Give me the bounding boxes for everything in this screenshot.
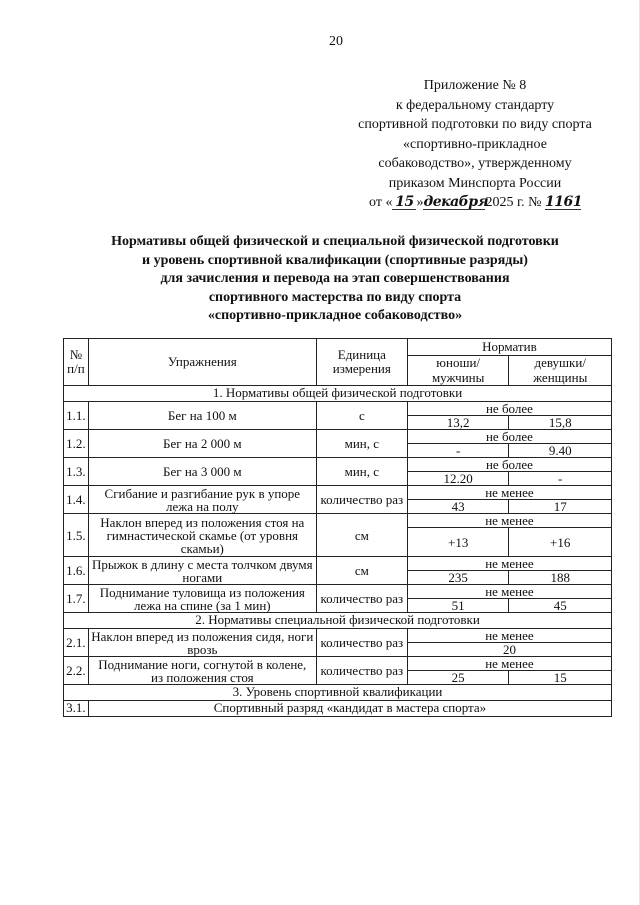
row-relation: не более [407, 402, 611, 416]
row-num: 1.7. [64, 585, 89, 613]
section-title: 2. Нормативы специальной физической подготовки [64, 613, 612, 629]
section-row [64, 613, 612, 629]
table-row [64, 514, 612, 528]
value-women: 45 [509, 599, 612, 613]
value-women: 17 [509, 500, 612, 514]
annex-line: спортивной подготовки по виду спорта [358, 117, 592, 132]
table-row [64, 458, 612, 472]
section-title: 3. Уровень спортивной квалификации [64, 685, 612, 701]
annex-line: «спортивно-прикладное [403, 136, 547, 152]
value-men: 51 [407, 599, 509, 613]
row-exercise: Наклон вперед из положения стоя на гимнастической скамье (от уровня скамьи) [88, 514, 316, 557]
annex-line: Приложение № 8 [423, 78, 527, 93]
row-unit: мин, с [316, 430, 407, 458]
row-exercise: Поднимание ноги, согнутой в колене, из положения стоя [88, 657, 316, 685]
value-men: 12.20 [407, 472, 509, 486]
table-row [64, 402, 612, 416]
row-exercise: Сгибание и разгибание рук в упоре лежа на полу [88, 486, 316, 514]
row-exercise: Бег на 3 000 м [88, 458, 316, 486]
page-number: 20 [329, 34, 343, 49]
section-row [64, 685, 612, 701]
row-relation: не менее [407, 514, 611, 528]
table-row [64, 557, 612, 571]
row-exercise: Прыжок в длину с места толчком двумя ногами [88, 557, 316, 585]
table-row [64, 430, 612, 444]
row-exercise: Наклон вперед из положения сидя, ноги врозь [88, 629, 316, 657]
row-relation: не менее [407, 557, 611, 571]
header-norm: Норматив [407, 339, 611, 356]
annex-line: приказом Минспорта России [388, 175, 562, 191]
row-num: 1.5. [64, 514, 89, 557]
value-women: +16 [509, 528, 612, 557]
title-line: «спортивно-прикладное собаководство» [207, 308, 463, 323]
value-women: - [509, 472, 612, 486]
title-line: для зачисления и перевода на этап совершенствования [160, 271, 510, 286]
row-unit: см [316, 557, 407, 585]
row-num: 1.3. [64, 458, 89, 486]
row-relation: не менее [407, 585, 611, 599]
value-women: 9.40 [509, 444, 612, 458]
row-exercise: Бег на 100 м [88, 402, 316, 430]
handwritten-month: декабря [423, 194, 489, 210]
table-row [64, 585, 612, 599]
row-num: 1.6. [64, 557, 89, 585]
row-unit: см [316, 514, 407, 557]
table-row [64, 657, 612, 671]
value-men: 43 [407, 500, 509, 514]
header-exercise: Упражнения [88, 339, 316, 386]
document-title [60, 233, 610, 326]
title-line: и уровень спортивной квалификации (спортивные разряды) [142, 252, 528, 268]
value-men: 13,2 [407, 416, 509, 430]
row-exercise: Спортивный разряд «кандидат в мастера спорта» [88, 701, 611, 717]
row-relation: не более [407, 458, 611, 472]
order-date-line [340, 193, 610, 213]
title-line: спортивного мастерства по виду спорта [208, 289, 462, 305]
value-men: - [407, 444, 509, 458]
row-exercise: Поднимание туловища из положения лежа на спине (за 1 мин) [88, 585, 316, 613]
row-num: 2.2. [64, 657, 89, 685]
value-women: 15,8 [509, 416, 612, 430]
row-unit: количество раз [316, 486, 407, 514]
norms-table [63, 338, 612, 717]
value-men: 25 [407, 671, 509, 685]
row-unit: с [316, 402, 407, 430]
handwritten-order-number: 1161 [544, 194, 582, 210]
header-men: юноши/ мужчины [407, 356, 509, 386]
table-row [64, 629, 612, 643]
date-prefix: от « [369, 195, 393, 210]
row-exercise: Бег на 2 000 м [88, 430, 316, 458]
value-men: 235 [407, 571, 509, 585]
header-women: девушки/ женщины [509, 356, 612, 386]
row-unit: количество раз [316, 657, 407, 685]
annex-line: к федеральному стандарту [395, 97, 555, 113]
section-title: 1. Нормативы общей физической подготовки [64, 386, 612, 402]
row-num: 1.1. [64, 402, 89, 430]
row-unit: количество раз [316, 585, 407, 613]
value-men: +13 [407, 528, 509, 557]
row-relation: не менее [407, 629, 611, 643]
row-relation: не менее [407, 657, 611, 671]
handwritten-day: 15 [392, 195, 416, 210]
annex-line: собаководство», утвержденному [378, 156, 572, 171]
table-row [64, 486, 612, 500]
header-num: № п/п [64, 339, 89, 386]
date-year: 2025 г. № [485, 195, 542, 210]
date-mid: » [416, 195, 424, 210]
header-unit: Единица измерения [316, 339, 407, 386]
table-header-row [64, 339, 612, 356]
row-relation: не менее [407, 486, 611, 500]
row-num: 2.1. [64, 629, 89, 657]
annex-header [340, 76, 610, 213]
value-both: 20 [407, 643, 611, 657]
title-line: Нормативы общей физической и специальной физической подготовки [111, 234, 559, 249]
row-relation: не более [407, 430, 611, 444]
row-unit: мин, с [316, 458, 407, 486]
row-num: 1.2. [64, 430, 89, 458]
row-num: 1.4. [64, 486, 89, 514]
section-row [64, 386, 612, 402]
value-women: 188 [509, 571, 612, 585]
row-num: 3.1. [64, 701, 89, 717]
table-row [64, 701, 612, 717]
value-women: 15 [509, 671, 612, 685]
row-unit: количество раз [316, 629, 407, 657]
